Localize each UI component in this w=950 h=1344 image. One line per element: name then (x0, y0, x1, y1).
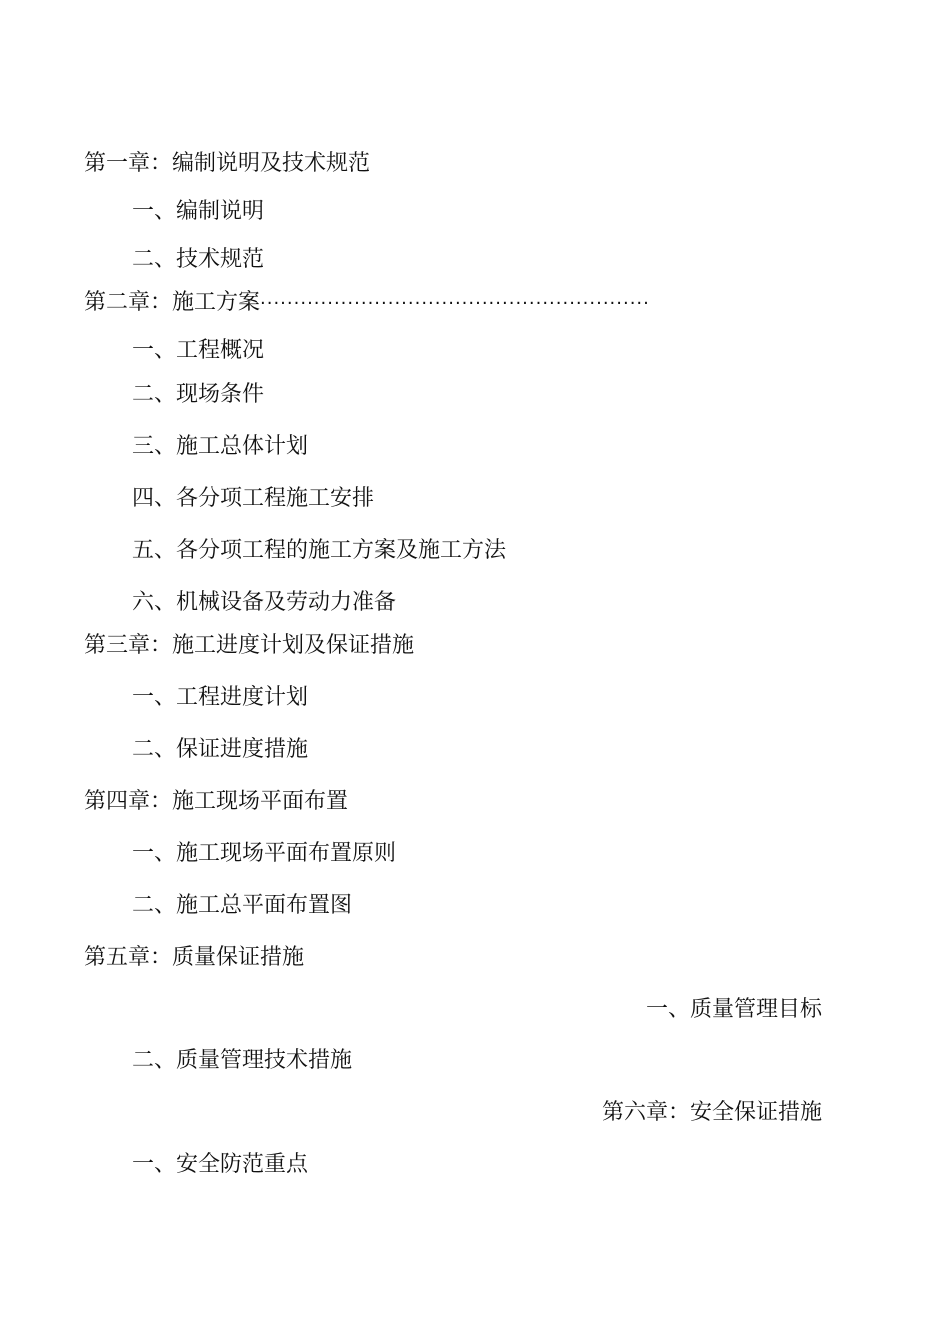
toc-chapter-5-section-2: 二、质量管理技术措施 (132, 1048, 353, 1073)
toc-chapter-6: 第六章：安全保证措施 (601, 1100, 822, 1125)
toc-chapter-3: 第三章：施工进度计划及保证措施 (84, 633, 415, 658)
toc-chapter-5-section-1: 一、质量管理目标 (645, 997, 822, 1022)
toc-chapter-2 (84, 289, 650, 318)
toc-chapter-4-section-2: 二、施工总平面布置图 (132, 893, 353, 918)
toc-chapter-2-section-5: 五、各分项工程的施工方案及施工方法 (132, 538, 507, 563)
toc-chapter-3-section-2: 二、保证进度措施 (132, 737, 309, 762)
toc-chapter-2-section-6: 六、机械设备及劳动力准备 (132, 590, 397, 615)
toc-chapter-1-section-1: 一、编制说明 (132, 199, 265, 224)
toc-chapter-2-section-1: 一、工程概况 (132, 338, 265, 363)
toc-chapter-1-section-2: 二、技术规范 (132, 247, 265, 272)
toc-chapter-4: 第四章：施工现场平面布置 (84, 789, 349, 814)
toc-chapter-3-section-1: 一、工程进度计划 (132, 685, 309, 710)
toc-chapter-4-section-1: 一、施工现场平面布置原则 (132, 841, 397, 866)
toc-chapter-2-section-3: 三、施工总体计划 (132, 434, 309, 459)
toc-chapter-5: 第五章：质量保证措施 (84, 945, 305, 970)
toc-chapter-2-title: 第二章：施工方案 (84, 290, 261, 315)
toc-dot-leader: ·························································· (260, 293, 650, 314)
toc-chapter-2-section-4: 四、各分项工程施工安排 (132, 486, 375, 511)
toc-chapter-6-section-1: 一、安全防范重点 (132, 1152, 309, 1177)
toc-chapter-2-section-2: 二、现场条件 (132, 382, 265, 407)
toc-chapter-1: 第一章：编制说明及技术规范 (84, 151, 371, 176)
